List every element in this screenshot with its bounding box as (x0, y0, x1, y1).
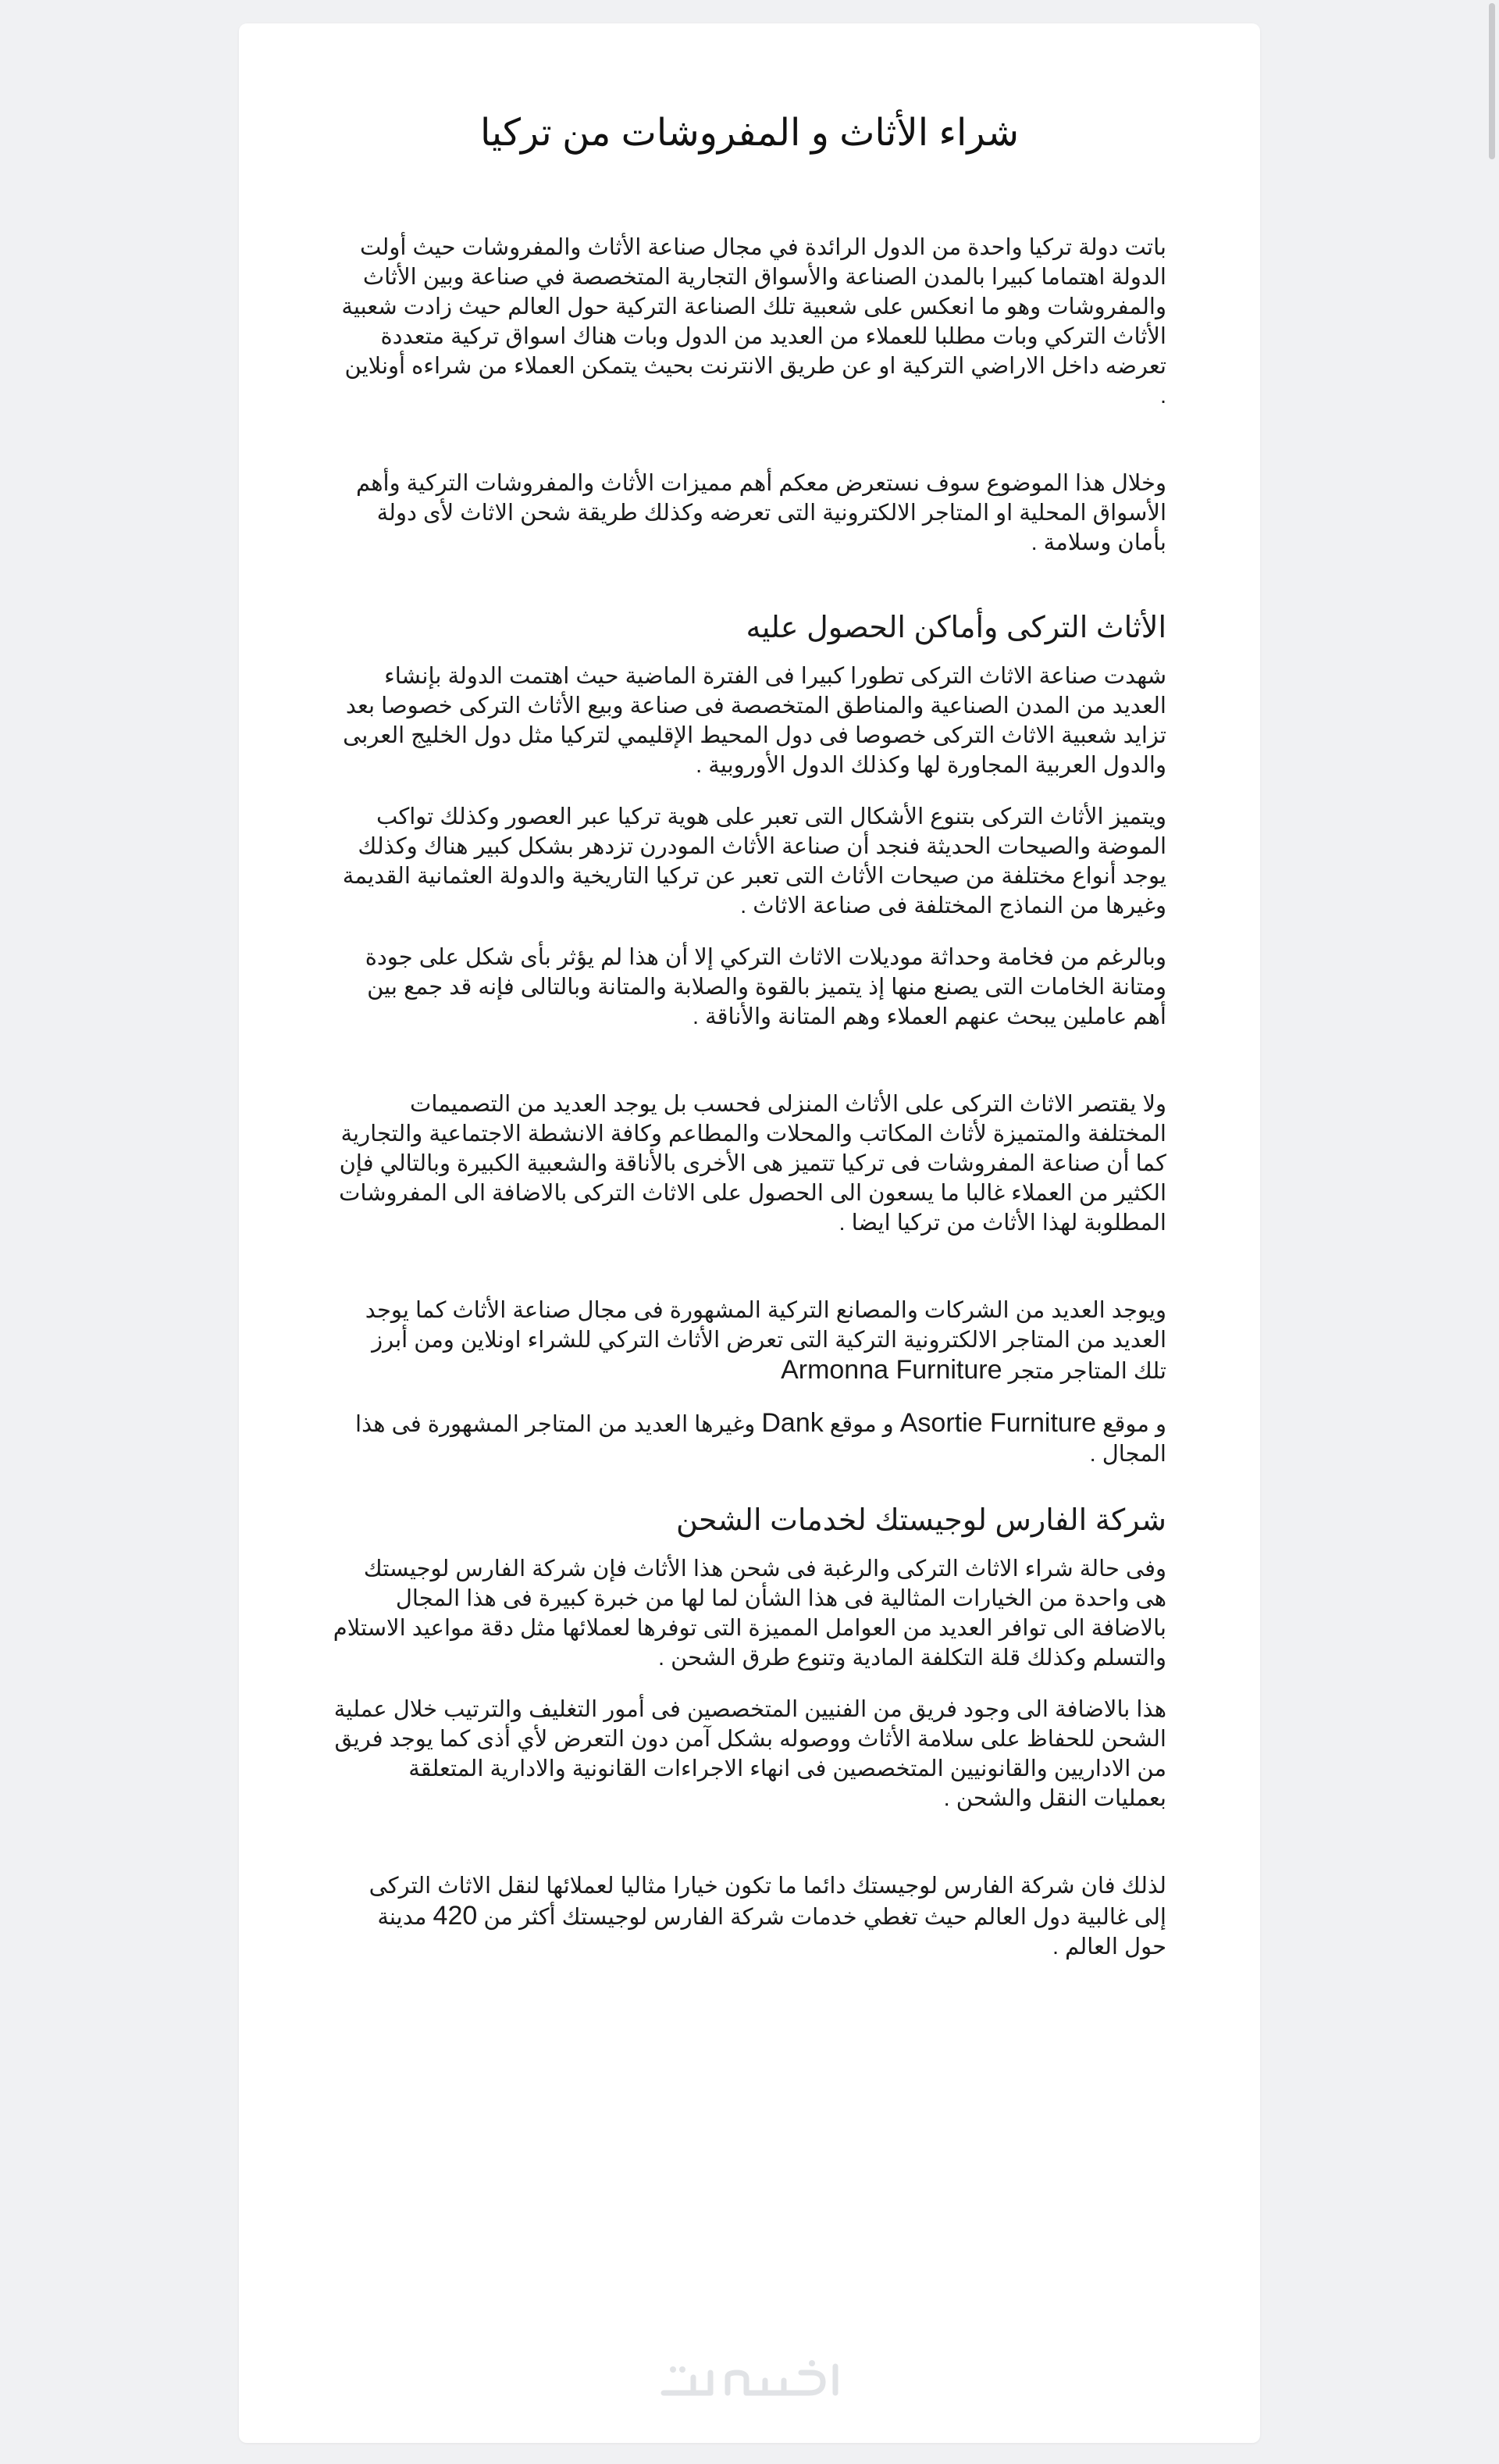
article-content (333, 111, 1166, 1962)
section-heading-shipping: شركة الفارس لوجيستك لخدمات الشحن (676, 1503, 1166, 1537)
stores-text: ويوجد العديد من الشركات والمصانع التركية المشهورة فى مجال صناعة الأثاث كما يوجد العديد من المتاجر الالكترونية التركية التى تعرض الأثاث التركي للشراء اونلاين ومن أبرز تلك المتاجر متجر (365, 1297, 1166, 1384)
section-2-paragraph-3 (333, 1871, 1166, 1962)
section-1-paragraph-6 (333, 1408, 1166, 1469)
conclusion-after: مدينة حول العالم . (377, 1905, 1166, 1960)
section-2-paragraph-2: هذا بالاضافة الى وجود فريق من الفنيين المتخصصين فى أمور التغليف والترتيب خلال عملية الشحن للحفاظ على سلامة الأثاث ووصوله بشكل آمن دون التعرض لأي أذى كما يوجد فريق من الاداريين والقانونيين المتخصصين فى انهاء الاجراءات القانونية والادارية المتعلقة بعمليات النقل والشحن . (333, 1697, 1166, 1812)
section-1-paragraph-2: ويتميز الأثاث التركى بتنوع الأشكال التى تعبر على هوية تركيا عبر العصور وكذلك تواكب الموضة والصيحات الحديثة فنجد أن صناعة الأثاث المودرن تزدهر بشكل كبير هناك وكذلك يوجد أنواع مختلفة من صيحات الأثاث التى تعبر عن تركيا التاريخية والدولة العثمانية القديمة وغيرها من النماذج المختلفة فى صناعة الاثاث . (342, 804, 1166, 918)
section-2-paragraph-1: وفى حالة شراء الاثاث التركى والرغبة فى شحن هذا الأثاث فإن شركة الفارس لوجيستك هى واحدة من الخيارات المثالية فى هذا الشأن لما لها من خبرة كبيرة فى هذا المجال بالاضافة الى توافر العديد من العوامل المميزة التى توفرها لعملائها مثل دقة مواعيد الاستلام والتسلم وكذلك قلة التكلفة المادية وتنوع طرق الشحن . (333, 1556, 1166, 1671)
store-name-dank: Dank (761, 1407, 824, 1438)
article-page (239, 23, 1260, 2443)
khamsat-logo-icon (656, 2359, 843, 2405)
stores-suffix: وغيرها العديد من المتاجر المشهورة فى هذا المجال . (355, 1411, 1166, 1467)
page-title: شراء الأثاث و المفروشات من تركيا (479, 112, 1020, 154)
section-1-paragraph-3: وبالرغم من فخامة وحداثة موديلات الاثاث التركي إلا أن هذا لم يؤثر بأى شكل على جودة ومتانة الخامات التى يصنع منها إذ يتميز بالقوة والصلابة والمتانة وبالتالى فإنه قد جمع بين أهم عاملين يبحث عنهم العملاء وهم المتانة والأناقة . (365, 944, 1166, 1029)
section-1-paragraph-1: شهدت صناعة الاثاث التركى تطورا كبيرا فى الفترة الماضية حيث اهتمت الدولة بإنشاء العديد من المدن الصناعية والمناطق المتخصصة فى صناعة وبيع الأثاث التركى خصوصا بعد تزايد شعبية الاثاث التركى خصوصا فى دول المحيط الإقليمي لتركيا مثل دول الخليج العربى والدول العربية المجاورة لها وكذلك الدول الأوروبية . (343, 663, 1166, 778)
cities-count: 420 (433, 1901, 478, 1931)
stores-mid: و موقع (829, 1411, 894, 1437)
section-1-paragraph-5 (333, 1296, 1166, 1386)
intro-paragraph-1: باتت دولة تركيا واحدة من الدول الرائدة في مجال صناعة الأثاث والمفروشات حيث أولت الدولة اهتماما كبيرا بالمدن الصناعة والأسواق التجارية المتخصصة في صناعة وبين الأثاث والمفروشات وهو ما انعكس على شعبية تلك الصناعة التركية حول العالم حيث زادت شعبية الأثاث التركي وبات مطلبا للعملاء من العديد من الدول وبات هناك اسواق تركية متعددة تعرضه داخل الاراضي التركية او عن طريق الانترنت بحيث يتمكن العملاء من شراءه أونلاين . (341, 234, 1166, 408)
store-name-asortie: Asortie Furniture (899, 1407, 1097, 1438)
section-heading-furniture: الأثاث التركى وأماكن الحصول عليه (746, 611, 1166, 644)
khamsat-logo (239, 2359, 1260, 2405)
store-name-armonna: Armonna Furniture (781, 1354, 1002, 1385)
section-1-paragraph-4: ولا يقتصر الاثاث التركى على الأثاث المنزلى فحسب بل يوجد العديد من التصميمات المختلفة والمتميزة لأثاث المكاتب والمحلات والمطاعم وكافة الانشطة الاجتماعية والتجارية كما أن صناعة المفروشات فى تركيا تتميز هى الأخرى بالأناقة والشعبية الكبيرة وبالتالي فإن الكثير من العملاء غالبا ما يسعون الى الحصول على الاثاث التركى بالاضافة الى المفروشات المطلوبة لهذا الأثاث من تركيا ايضا . (339, 1091, 1166, 1236)
conclusion-before: لذلك فان شركة الفارس لوجيستك دائما ما تكون خيارا مثاليا لعملائها لنقل الاثاث التركى إلى غالبية دول العالم حيث تغطي خدمات شركة الفارس لوجيستك أكثر من (369, 1874, 1166, 1931)
page-scrollbar[interactable] (1487, 0, 1497, 2464)
stores-prefix: و موقع (1102, 1411, 1166, 1437)
scrollbar-thumb[interactable] (1489, 3, 1495, 159)
intro-paragraph-2: وخلال هذا الموضوع سوف نستعرض معكم أهم مميزات الأثاث والمفروشات التركية وأهم الأسواق المحلية او المتاجر الالكترونية التى تعرضه وكذلك طريقة شحن الاثاث لأى دولة بأمان وسلامة . (355, 470, 1166, 555)
